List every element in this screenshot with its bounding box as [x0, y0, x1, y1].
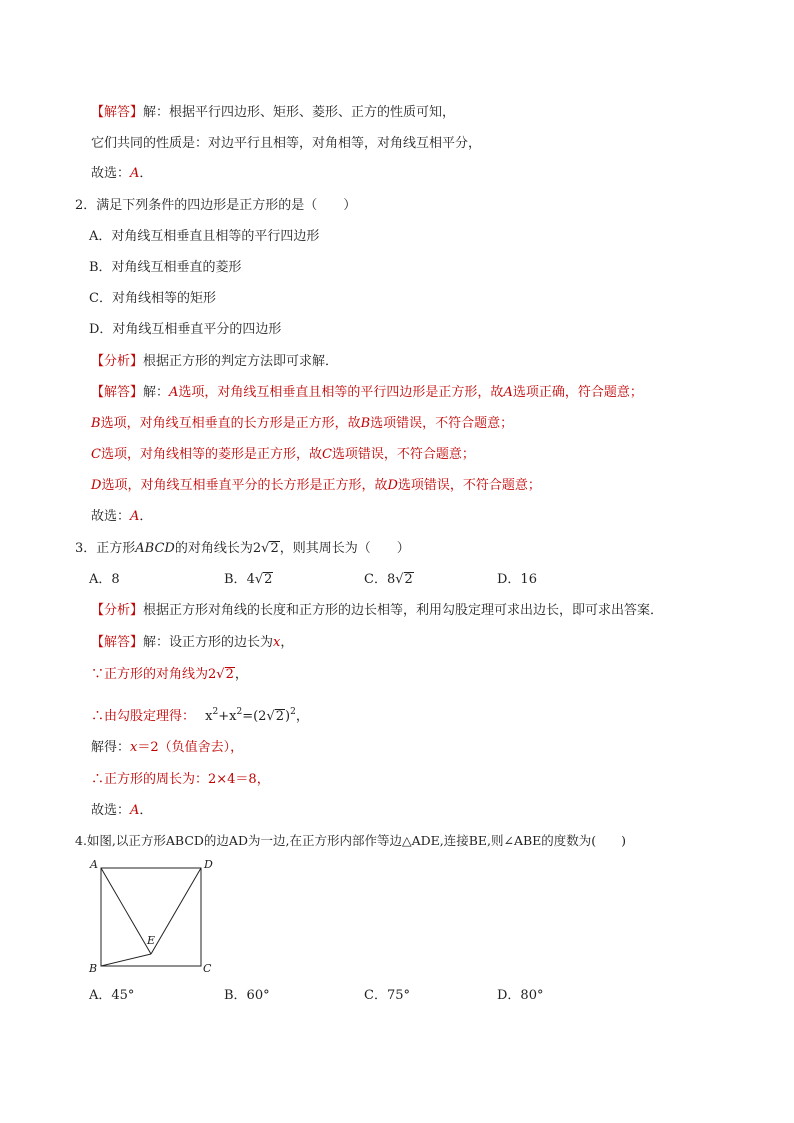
label-c: C — [203, 962, 212, 975]
square-figure — [86, 856, 216, 978]
q3-option-d: D．16 — [497, 572, 537, 587]
q3-option-c: C．8√2 — [364, 572, 413, 587]
q3-because: ∵正方形的对角线为2√2， — [91, 667, 248, 682]
q1-answer-line-1 — [91, 104, 455, 122]
q4-option-b: B．60° — [224, 988, 270, 1003]
q1-choice: 故选：A． — [91, 166, 153, 181]
choice-letter: A — [130, 509, 140, 524]
q2-answer-a: 【解答】解：A选项，对角线互相垂直且相等的平行四边形是正方形，故A选项正确，符合题意； — [91, 385, 643, 400]
answer-text: 解：根据平行四边形、矩形、菱形、正方的性质可知， — [143, 105, 456, 120]
q3-solve: 解得：x＝2（负值舍去）， — [91, 740, 244, 755]
q4-option-c: C．75° — [364, 988, 410, 1003]
square-abcd — [101, 868, 201, 966]
label-d: D — [204, 858, 213, 871]
q3-choice: 故选：A． — [91, 803, 153, 818]
choice-letter: A — [130, 803, 140, 818]
q2-option-c: C．对角线相等的矩形 — [89, 291, 216, 306]
answer-tag: 【解答】 — [91, 385, 144, 400]
q2-answer-d: D选项，对角线互相垂直平分的长方形是正方形，故D选项错误，不符合题意； — [91, 478, 541, 493]
q3-stem: 3．正方形ABCD的对角线长为2√2，则其周长为（ ） — [75, 541, 410, 556]
q2-analysis: 【分析】根据正方形的判定方法即可求解． — [91, 354, 339, 369]
q2-answer-b: B选项，对角线互相垂直的长方形是正方形，故B选项错误，不符合题意； — [91, 416, 514, 431]
q2-answer-c: C选项，对角线相等的菱形是正方形，故C选项错误，不符合题意； — [91, 447, 475, 462]
q4-option-a: A．45° — [89, 988, 135, 1003]
q3-answer-intro: 【解答】解：设正方形的边长为x， — [91, 635, 294, 650]
segment-de — [151, 868, 201, 954]
choice-letter: A — [130, 166, 140, 181]
label-e: E — [147, 934, 156, 947]
q2-choice: 故选：A． — [91, 509, 153, 524]
label-a: A — [90, 858, 98, 871]
q4-stem: 4.如图,以正方形ABCD的边AD为一边,在正方形内部作等边△ADE,连接BE,则∠ABE的度数为( ) — [75, 833, 627, 848]
answer-tag: 【解答】 — [91, 635, 144, 650]
answer-tag: 【解答】 — [91, 105, 144, 120]
analysis-tag: 【分析】 — [91, 354, 144, 369]
segment-be — [101, 954, 151, 966]
q3-analysis: 【分析】根据正方形对角线的长度和正方形的边长相等，利用勾股定理可求出边长，即可求出答案． — [91, 603, 664, 618]
q2-option-a: A．对角线互相垂直且相等的平行四边形 — [89, 229, 320, 244]
q2-stem: 2．满足下列条件的四边形是正方形的是（ ） — [75, 198, 357, 213]
q1-answer-line-2: 它们共同的性质是：对边平行且相等，对角相等，对角线互相平分， — [91, 136, 482, 151]
q3-option-a: A．8 — [89, 572, 120, 587]
q2-option-b: B．对角线互相垂直的菱形 — [89, 260, 242, 275]
analysis-tag: 【分析】 — [91, 603, 144, 618]
segment-ae — [101, 868, 151, 954]
q3-perimeter: ∴正方形的周长为：2×4＝8， — [91, 772, 270, 787]
q4-option-d: D．80° — [497, 988, 544, 1003]
q3-option-b: B．4√2 — [224, 572, 273, 587]
q3-pythagoras: ∴由勾股定理得： $x^2+x^2=(2√2)^2$， — [91, 707, 309, 724]
label-b: B — [89, 962, 98, 975]
q2-option-d: D．对角线互相垂直平分的四边形 — [89, 322, 282, 337]
